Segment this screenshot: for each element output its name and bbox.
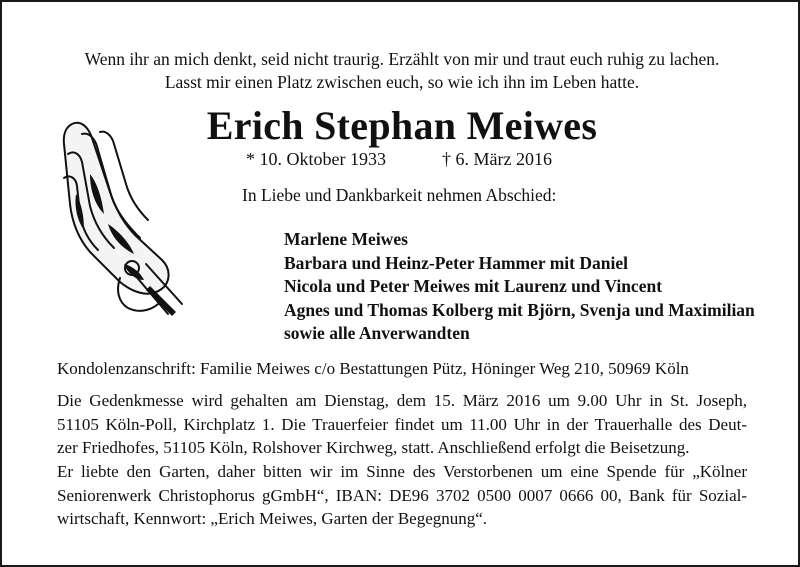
donation-request [57, 460, 747, 531]
condolence-address: Kondolenzanschrift: Familie Meiwes c/o Bestattungen Pütz, Höninger Weg 210, 50969 Köln [57, 359, 689, 378]
mass-line-2: 51105 Köln-Poll, Kirchplatz 1. Die Trauerfeier findet um 11.00 Uhr in der Trauerhalle des Deut- [57, 414, 747, 434]
mourner-entry: Agnes und Thomas Kolberg mit Björn, Svenja und Maximilian [284, 299, 755, 320]
donation-line-3: wirtschaft, Kennwort: „Erich Meiwes, Garten der Begegnung“. [57, 509, 488, 528]
donation-line-1: Er liebte den Garten, daher bitten wir im Sinne des Verstorbenen um eine Spende für „Kölner [57, 462, 747, 481]
motto-line-2: Lasst mir einen Platz zwischen euch, so wie ich ihn im Leben hatte. [164, 72, 640, 92]
mass-line-1: Die Gedenkmesse wird gehalten am Dienstag, dem 15. März 2016 um 9.00 Uhr in St. Joseph, [57, 391, 747, 410]
death-date: † 6. März 2016 [442, 149, 552, 169]
farewell-intro: In Liebe und Dankbarkeit nehmen Abschied: [242, 185, 557, 205]
birth-date: * 10. Oktober 1933 [246, 149, 386, 169]
motto-line-1: Wenn ihr an mich denkt, seid nicht traurig. Erzählt von mir und traut euch ruhig zu lachen. [84, 49, 720, 69]
deceased-name: Erich Stephan Meiwes [206, 103, 598, 148]
mourner-entry: Barbara und Heinz-Peter Hammer mit Daniel [284, 252, 628, 273]
mass-line-3: zer Friedhofes, 51105 Köln, Rolshover Kirchweg, statt. Anschließend erfolgt die Beisetzung. [57, 438, 690, 457]
donation-line-2: Seniorenwerk Christophorus gGmbH“, IBAN: DE96 3702 0500 0007 0666 00, Bank für Sozial- [57, 485, 747, 505]
mourner-entry: Marlene Meiwes [284, 229, 408, 249]
memorial-mass-info [57, 389, 747, 460]
mourners-list [284, 228, 755, 346]
mourner-entry: Nicola und Peter Meiwes mit Laurenz und Vincent [284, 276, 663, 296]
motto [2, 48, 800, 94]
mourner-entry: sowie alle Anverwandten [284, 323, 470, 343]
